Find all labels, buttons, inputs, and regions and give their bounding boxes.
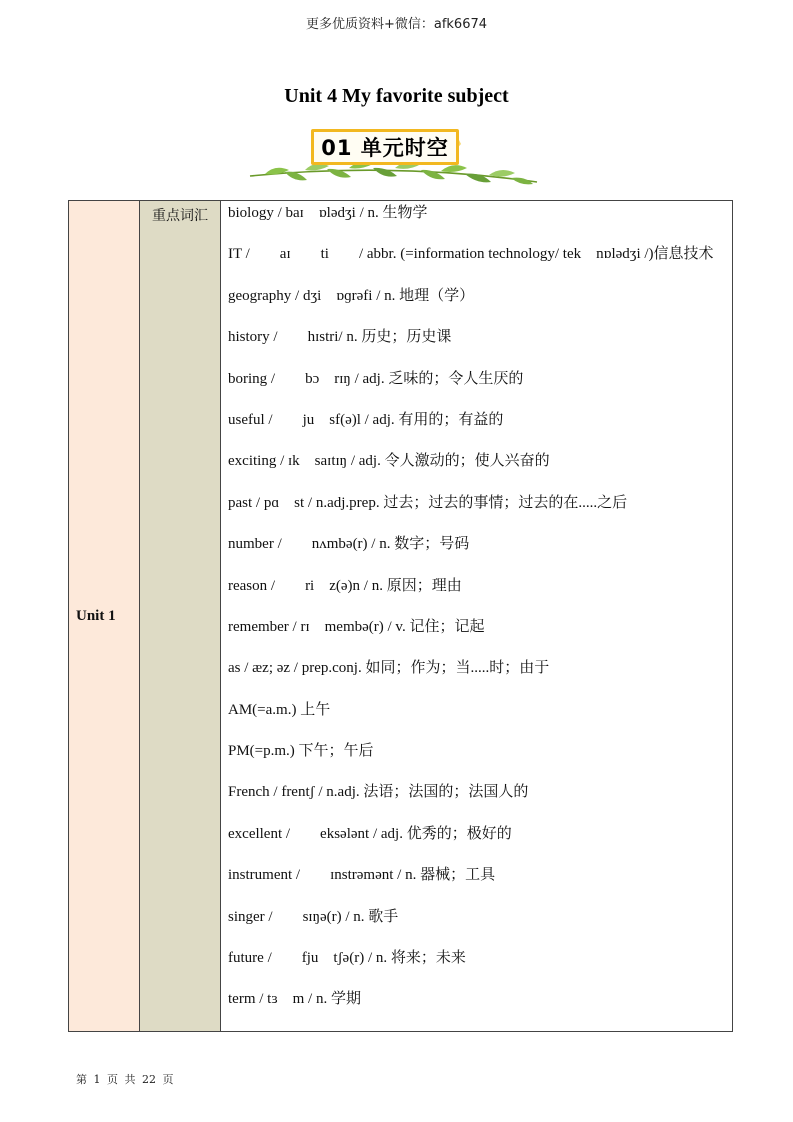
vocab-entry: history / hɪstri/ n. 历史；历史课: [228, 329, 452, 346]
vocabulary-table: [68, 200, 733, 1032]
vocab-entry: biology / baɪ ɒlədʒi / n. 生物学: [228, 205, 428, 221]
category-cell: 重点词汇: [140, 201, 221, 1032]
vocab-entry: remember / rɪ membə(r) / v. 记住；记起: [228, 618, 485, 635]
entries-cell: [221, 201, 733, 1032]
page-title: Unit 4 My favorite subject: [284, 85, 509, 107]
vocab-entry: excellent / eksələnt / adj. 优秀的；极好的: [228, 825, 512, 842]
page-footer: 第 1 页 共 22 页: [76, 1073, 174, 1086]
vocab-entry: past / pɑ st / n.adj.prep. 过去；过去的事情；过去的在.....之后: [228, 494, 628, 511]
vocab-entry: boring / bɔ rɪŋ / adj. 乏味的；令人生厌的: [228, 370, 524, 387]
vocab-entry: IT / aɪ ti / abbr. (=information technology/ tek nɒlədʒi /)信息技术: [228, 246, 714, 263]
vocab-entry: useful / ju sf(ə)l / adj. 有用的；有益的: [228, 411, 504, 428]
vocab-entry: exciting / ɪk saɪtɪŋ / adj. 令人激动的；使人兴奋的: [228, 453, 550, 470]
vocab-entry: singer / sɪŋə(r) / n. 歌手: [228, 908, 399, 925]
vocab-entry: AM(=a.m.) 上午: [228, 701, 331, 718]
unit-cell: Unit 1: [69, 201, 140, 1032]
vocab-entry: geography / dʒi ɒɡrəfi / n. 地理（学）: [228, 287, 475, 304]
vocab-entry: reason / ri z(ə)n / n. 原因；理由: [228, 577, 462, 594]
vocab-entry: instrument / ɪnstrəmənt / n. 器械；工具: [228, 867, 496, 884]
banner-text: 01 单元时空: [321, 136, 449, 160]
vocab-entry: French / frentʃ / n.adj. 法语；法国的；法国人的: [228, 784, 529, 801]
vocab-entry: PM(=p.m.) 下午；午后: [228, 743, 374, 760]
section-banner: [245, 124, 545, 190]
vocab-entry: term / tɜ m / n. 学期: [228, 991, 361, 1008]
header-note: 更多优质资料+微信：afk6674: [305, 17, 488, 32]
vocab-entry: future / fju tʃə(r) / n. 将来；未来: [228, 950, 466, 967]
vocab-entry: as / æz; əz / prep.conj. 如同；作为；当.....时；由于: [228, 660, 550, 677]
vocab-entry: number / nʌmbə(r) / n. 数字；号码: [228, 536, 470, 553]
